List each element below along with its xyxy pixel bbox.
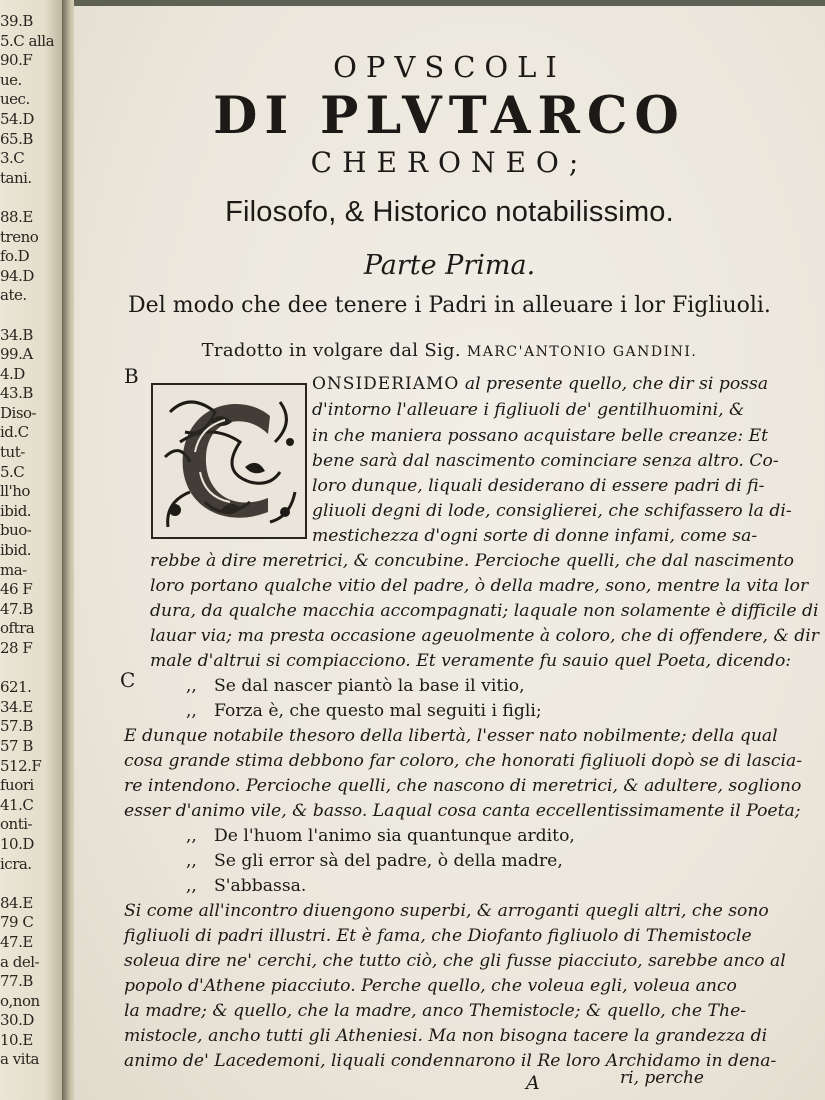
- margin-reference: treno: [0, 227, 39, 246]
- first-text-line: [312, 374, 768, 394]
- margin-reference: ibid.: [0, 501, 32, 520]
- body-line: gliuoli degni di lode, consiglierei, che schifassero la di-: [312, 501, 792, 521]
- body-line: E dunque notabile thesoro della libertà, l'esser nato nobilmente; della qual: [124, 726, 778, 746]
- verse-line: Se gli error sà del padre, ò della madre,: [214, 851, 563, 871]
- body-line: esser d'animo vile, & basso. Laqual cosa canta eccellentissimamente il Poeta;: [124, 801, 801, 821]
- margin-reference: 4.D: [0, 364, 25, 383]
- margin-reference: 47.B: [0, 599, 33, 618]
- margin-reference: ll'ho: [0, 482, 30, 501]
- margin-reference: oftra: [0, 619, 35, 638]
- margin-reference: 79 C: [0, 913, 34, 932]
- margin-reference: 41.C: [0, 795, 34, 814]
- body-line: lauar via; ma presta occasione ageuolmente à coloro, che di offendere, & dir: [150, 626, 819, 646]
- margin-reference: 34.B: [0, 325, 33, 344]
- margin-reference: ibid.: [0, 541, 32, 560]
- margin-reference: Diso-: [0, 403, 37, 422]
- margin-reference: ma-: [0, 560, 27, 579]
- margin-reference: 57 B: [0, 736, 33, 755]
- margin-reference: onti-: [0, 815, 33, 834]
- verse-quote-mark: ,,: [186, 676, 197, 696]
- margin-reference: id.C: [0, 423, 29, 442]
- margin-reference: [0, 659, 62, 679]
- margin-reference: 65.B: [0, 129, 33, 148]
- body-line: mistocle, ancho tutti gli Atheniesi. Ma non bisogna tacere la grandezza di: [124, 1026, 768, 1046]
- margin-reference: 39.B: [0, 12, 33, 30]
- body-line: popolo d'Athene piacciuto. Perche quello, che voleua egli, voleua anco: [124, 976, 737, 996]
- title-line-filosofo: Filosofo, & Historico notabilissimo.: [225, 196, 674, 228]
- body-line: mestichezza d'ogni sorte di donne infami, come sa-: [312, 526, 758, 546]
- body-line: animo de' Lacedemoni, liquali condennarono il Re loro Archidamo in dena-: [124, 1051, 777, 1071]
- verse-quote-mark: ,,: [186, 876, 197, 896]
- margin-mark-c: C: [120, 668, 136, 692]
- decorated-initial-c-icon: [150, 382, 308, 540]
- translator-prefix: Tradotto in volgare dal Sig.: [201, 340, 461, 361]
- verse-line: S'abbassa.: [214, 876, 307, 896]
- margin-reference: icra.: [0, 854, 32, 873]
- margin-reference: [0, 188, 62, 208]
- body-line: male d'altrui si compiacciono. Et veramente fu sauio quel Poeta, dicendo:: [150, 651, 792, 671]
- translator-name: MARC'ANTONIO GANDINI.: [466, 344, 698, 360]
- margin-mark-b: B: [124, 364, 139, 388]
- body-line: figliuoli di padri illustri. Et è fama, che Diofanto figliuolo di Themistocle: [124, 926, 752, 946]
- margin-reference: o,non: [0, 991, 40, 1010]
- title-line-plutarco: DI PLVTARCO: [213, 86, 686, 146]
- margin-reference: uec.: [0, 90, 30, 109]
- body-line: cosa grande stima debbono far coloro, che honorati figliuoli dopò se di lascia-: [124, 751, 803, 771]
- body-line: soleua dire ne' cerchi, che tutto ciò, che gli fusse piacciuto, sarebbe anco al: [124, 951, 786, 971]
- body-line: loro dunque, liquali desiderano di essere padri di fi-: [312, 476, 765, 496]
- margin-reference: 28 F: [0, 639, 33, 657]
- margin-reference: 94.D: [0, 266, 34, 285]
- margin-reference: a del-: [0, 952, 40, 971]
- margin-reference: buo-: [0, 521, 32, 540]
- margin-reference: 77.B: [0, 972, 33, 991]
- body-line: re intendono. Percioche quelli, che nascono di meretrici, & adultere, sogliono: [124, 776, 802, 796]
- body-line: in che maniera possano acquistare belle creanze: Et: [312, 426, 769, 446]
- margin-reference: 5.C: [0, 462, 25, 481]
- margin-reference: 43.B: [0, 384, 33, 403]
- opening-word: ONSIDERIAMO: [312, 374, 460, 394]
- margin-reference: [0, 874, 62, 894]
- margin-reference: 512.F: [0, 756, 42, 775]
- title-line-opuscoli: OPVSCOLI: [333, 50, 566, 84]
- signature-mark: A: [526, 1072, 540, 1094]
- verse-quote-mark: ,,: [186, 851, 197, 871]
- margin-reference: fuori: [0, 776, 34, 795]
- body-line: la madre; & quello, che la madre, anco Themistocle; & quello, che The-: [124, 1001, 747, 1021]
- title-line-cheroneo: CHERONEO;: [310, 146, 589, 179]
- margin-reference: 34.E: [0, 697, 33, 716]
- margin-reference: 46 F: [0, 580, 33, 599]
- body-line: Si come all'incontro diuengono superbi, & arroganti quegli altri, che sono: [124, 901, 769, 921]
- margin-reference: 47.E: [0, 932, 33, 951]
- margin-reference: 3.C: [0, 149, 25, 168]
- body-line: bene sarà dal nascimento cominciare senza altro. Co-: [312, 451, 779, 471]
- verse-line: De l'huom l'animo sia quantunque ardito,: [214, 826, 575, 846]
- margin-reference: 84.E: [0, 893, 33, 912]
- margin-reference: tani.: [0, 168, 32, 187]
- margin-reference: 99.A: [0, 345, 33, 364]
- translator-credit: [74, 340, 825, 361]
- margin-reference: 5.C alla: [0, 31, 55, 50]
- verse-line: Forza è, che questo mal seguiti i figli;: [214, 701, 542, 721]
- margin-reference: 10.D: [0, 834, 34, 853]
- margin-reference: 621.: [0, 678, 32, 697]
- verse-quote-mark: ,,: [186, 826, 197, 846]
- margin-reference: 30.D: [0, 1011, 34, 1030]
- margin-reference: tut-: [0, 443, 25, 462]
- margin-reference: a vita: [0, 1050, 39, 1069]
- facing-page: [0, 0, 64, 1100]
- margin-reference: 88.E: [0, 207, 33, 226]
- verse-quote-mark: ,,: [186, 701, 197, 721]
- part-heading: Parte Prima.: [363, 250, 536, 281]
- margin-reference: 54.D: [0, 109, 34, 128]
- margin-reference: 90.F: [0, 51, 33, 70]
- body-line: d'intorno l'alleuare i figliuoli de' gentilhuomini, &: [312, 400, 745, 420]
- margin-reference: 57.B: [0, 717, 33, 736]
- verse-line: Se dal nascer piantò la base il vitio,: [214, 676, 525, 696]
- margin-reference: ue.: [0, 70, 22, 89]
- body-line: loro portano qualche vitio del padre, ò della madre, sono, mentre la vita lor: [150, 576, 809, 596]
- margin-reference: 10.E: [0, 1030, 33, 1049]
- book-page: [74, 6, 825, 1100]
- margin-reference: fo.D: [0, 247, 30, 266]
- margin-reference: [0, 306, 62, 326]
- catchword: ri, perche: [620, 1068, 704, 1088]
- margin-reference: ate.: [0, 286, 27, 305]
- facing-page-margin-references: [0, 12, 62, 1070]
- treatise-title: Del modo che dee tenere i Padri in alleuare i lor Figliuoli.: [128, 293, 771, 318]
- first-line-rest: al presente quello, che dir si possa: [459, 374, 769, 394]
- body-line: rebbe à dire meretrici, & concubine. Percioche quelli, che dal nascimento: [150, 551, 795, 571]
- body-line: dura, da qualche macchia accompagnati; laquale non solamente è difficile di: [150, 601, 819, 621]
